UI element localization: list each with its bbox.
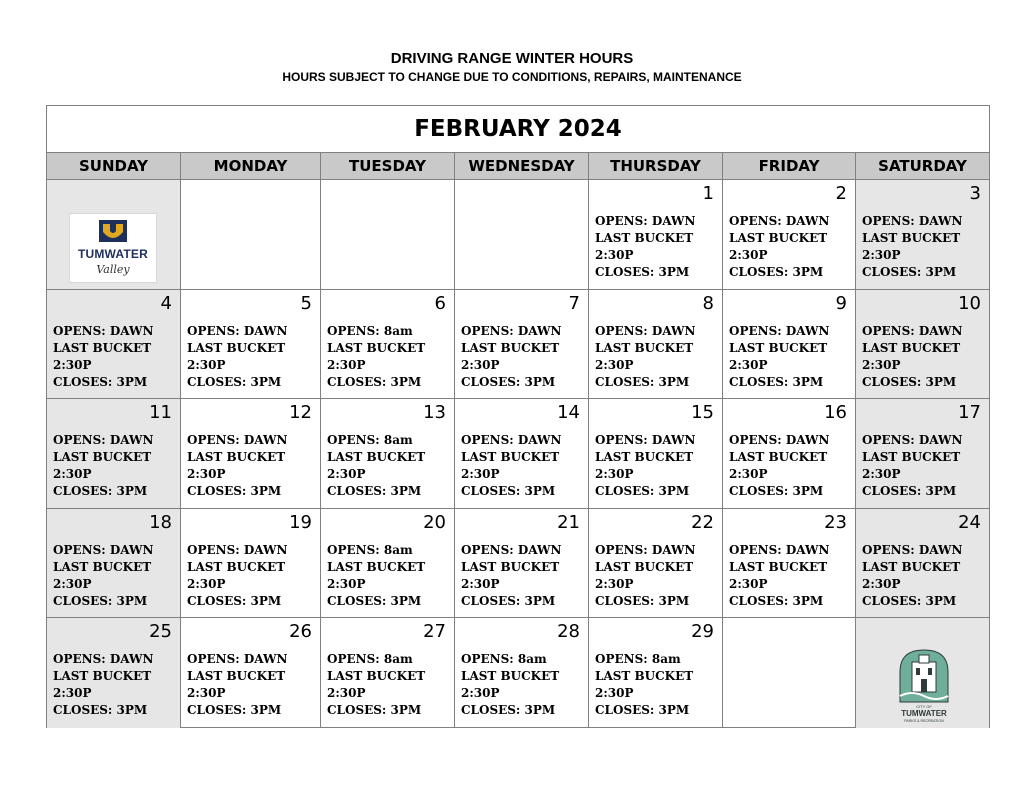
hours-info bbox=[187, 432, 287, 500]
hours-info bbox=[187, 542, 287, 610]
hours-info bbox=[53, 542, 153, 610]
day-number: 14 bbox=[557, 402, 580, 423]
day-cell-28 bbox=[455, 618, 589, 728]
hours-line: 2:30P bbox=[595, 686, 634, 700]
day-cell-12 bbox=[181, 399, 321, 509]
hours-line: CLOSES: 3PM bbox=[327, 484, 422, 498]
hours-line: CLOSES: 3PM bbox=[595, 484, 690, 498]
hours-line: LAST BUCKET bbox=[595, 450, 694, 464]
day-number: 2 bbox=[835, 183, 847, 204]
day-cell-16 bbox=[723, 399, 856, 509]
day-number: 28 bbox=[557, 621, 580, 642]
hours-line: 2:30P bbox=[461, 467, 500, 481]
hours-line: OPENS: DAWN bbox=[595, 214, 696, 228]
day-number: 7 bbox=[568, 293, 580, 314]
weekday-header-wednesday: WEDNESDAY bbox=[455, 153, 589, 180]
hours-line: OPENS: DAWN bbox=[862, 543, 963, 557]
hours-info bbox=[187, 323, 287, 391]
hours-info bbox=[595, 542, 695, 610]
hours-line: OPENS: DAWN bbox=[53, 433, 154, 447]
tumwater-valley-mark-icon bbox=[99, 220, 127, 242]
hours-line: CLOSES: 3PM bbox=[461, 484, 556, 498]
svg-text:CITY OF: CITY OF bbox=[916, 704, 932, 709]
day-cell-23 bbox=[723, 509, 856, 618]
weekday-header-sunday: SUNDAY bbox=[47, 153, 181, 180]
hours-info bbox=[327, 651, 425, 719]
hours-info bbox=[862, 213, 962, 281]
hours-info bbox=[729, 432, 829, 500]
day-number: 10 bbox=[958, 293, 981, 314]
hours-info bbox=[461, 323, 561, 391]
hours-line: LAST BUCKET bbox=[729, 231, 828, 245]
day-cell-2 bbox=[723, 180, 856, 290]
day-cell-15 bbox=[589, 399, 723, 509]
hours-line: 2:30P bbox=[729, 248, 768, 262]
hours-line: LAST BUCKET bbox=[729, 341, 828, 355]
hours-line: 2:30P bbox=[187, 686, 226, 700]
hours-line: LAST BUCKET bbox=[461, 341, 560, 355]
hours-info bbox=[53, 432, 153, 500]
hours-line: LAST BUCKET bbox=[461, 560, 560, 574]
empty-day-cell bbox=[321, 180, 455, 290]
hours-line: LAST BUCKET bbox=[187, 450, 286, 464]
hours-line: 2:30P bbox=[862, 467, 901, 481]
day-number: 15 bbox=[691, 402, 714, 423]
hours-info bbox=[595, 213, 695, 281]
valley-script-text: Valley bbox=[96, 263, 130, 276]
hours-line: OPENS: DAWN bbox=[595, 433, 696, 447]
hours-line: LAST BUCKET bbox=[327, 341, 426, 355]
hours-line: 2:30P bbox=[595, 577, 634, 591]
hours-line: CLOSES: 3PM bbox=[461, 375, 556, 389]
hours-line: OPENS: DAWN bbox=[729, 433, 830, 447]
hours-line: LAST BUCKET bbox=[595, 560, 694, 574]
hours-line: LAST BUCKET bbox=[53, 669, 152, 683]
day-number: 26 bbox=[289, 621, 312, 642]
weekday-header-friday: FRIDAY bbox=[723, 153, 856, 180]
hours-info bbox=[53, 651, 153, 719]
hours-line: 2:30P bbox=[327, 686, 366, 700]
hours-line: CLOSES: 3PM bbox=[729, 594, 824, 608]
hours-line: 2:30P bbox=[53, 358, 92, 372]
hours-line: OPENS: DAWN bbox=[53, 543, 154, 557]
tumwater-valley-logo bbox=[69, 213, 157, 283]
hours-line: 2:30P bbox=[187, 358, 226, 372]
day-cell-14 bbox=[455, 399, 589, 509]
day-number: 5 bbox=[300, 293, 312, 314]
svg-text:PARKS & RECREATION: PARKS & RECREATION bbox=[904, 719, 944, 723]
svg-text:TUMWATER: TUMWATER bbox=[901, 709, 947, 718]
calendar bbox=[46, 105, 990, 728]
hours-line: OPENS: DAWN bbox=[461, 324, 562, 338]
hours-line: CLOSES: 3PM bbox=[187, 594, 282, 608]
day-number: 20 bbox=[423, 512, 446, 533]
hours-line: 2:30P bbox=[729, 577, 768, 591]
hours-line: OPENS: DAWN bbox=[461, 433, 562, 447]
day-number: 3 bbox=[969, 183, 981, 204]
day-number: 9 bbox=[835, 293, 847, 314]
day-number: 24 bbox=[958, 512, 981, 533]
hours-line: LAST BUCKET bbox=[862, 450, 961, 464]
day-number: 4 bbox=[160, 293, 172, 314]
hours-line: CLOSES: 3PM bbox=[461, 703, 556, 717]
day-number: 6 bbox=[434, 293, 446, 314]
hours-line: CLOSES: 3PM bbox=[327, 375, 422, 389]
day-cell-27 bbox=[321, 618, 455, 728]
day-number: 27 bbox=[423, 621, 446, 642]
empty-day-cell bbox=[455, 180, 589, 290]
hours-line: OPENS: 8am bbox=[461, 652, 547, 666]
hours-line: LAST BUCKET bbox=[53, 341, 152, 355]
hours-info bbox=[595, 432, 695, 500]
day-number: 16 bbox=[824, 402, 847, 423]
hours-info bbox=[595, 651, 693, 719]
day-number: 8 bbox=[702, 293, 714, 314]
hours-line: CLOSES: 3PM bbox=[729, 484, 824, 498]
hours-line: CLOSES: 3PM bbox=[327, 594, 422, 608]
hours-line: OPENS: DAWN bbox=[461, 543, 562, 557]
hours-line: 2:30P bbox=[327, 467, 366, 481]
hours-line: OPENS: DAWN bbox=[187, 652, 288, 666]
day-cell-1 bbox=[589, 180, 723, 290]
city-of-tumwater-emblem-icon bbox=[896, 648, 952, 728]
hours-line: CLOSES: 3PM bbox=[862, 594, 957, 608]
day-number: 13 bbox=[423, 402, 446, 423]
hours-line: LAST BUCKET bbox=[187, 560, 286, 574]
hours-line: OPENS: DAWN bbox=[53, 652, 154, 666]
day-number: 29 bbox=[691, 621, 714, 642]
hours-info bbox=[327, 323, 425, 391]
hours-info bbox=[461, 432, 561, 500]
hours-line: OPENS: 8am bbox=[595, 652, 681, 666]
hours-line: OPENS: DAWN bbox=[729, 543, 830, 557]
tumwater-wordmark: TUMWATER bbox=[77, 247, 149, 261]
hours-line: LAST BUCKET bbox=[53, 450, 152, 464]
hours-info bbox=[862, 542, 962, 610]
hours-line: OPENS: 8am bbox=[327, 543, 413, 557]
hours-line: 2:30P bbox=[862, 248, 901, 262]
hours-line: OPENS: DAWN bbox=[862, 324, 963, 338]
day-number: 21 bbox=[557, 512, 580, 533]
hours-info bbox=[53, 323, 153, 391]
day-number: 11 bbox=[149, 402, 172, 423]
hours-line: OPENS: DAWN bbox=[187, 324, 288, 338]
hours-line: LAST BUCKET bbox=[187, 341, 286, 355]
hours-line: CLOSES: 3PM bbox=[729, 265, 824, 279]
hours-line: LAST BUCKET bbox=[862, 341, 961, 355]
day-cell-4 bbox=[47, 290, 181, 399]
weekday-header-tuesday: TUESDAY bbox=[321, 153, 455, 180]
hours-line: CLOSES: 3PM bbox=[862, 484, 957, 498]
hours-line: CLOSES: 3PM bbox=[187, 484, 282, 498]
hours-line: LAST BUCKET bbox=[53, 560, 152, 574]
day-cell-3 bbox=[856, 180, 989, 290]
day-cell-19 bbox=[181, 509, 321, 618]
day-number: 18 bbox=[149, 512, 172, 533]
empty-day-cell bbox=[47, 180, 181, 290]
hours-line: 2:30P bbox=[595, 358, 634, 372]
hours-line: 2:30P bbox=[862, 577, 901, 591]
day-number: 22 bbox=[691, 512, 714, 533]
day-cell-26 bbox=[181, 618, 321, 728]
hours-info bbox=[327, 542, 425, 610]
hours-line: OPENS: DAWN bbox=[595, 543, 696, 557]
hours-line: LAST BUCKET bbox=[187, 669, 286, 683]
day-cell-29 bbox=[589, 618, 723, 728]
hours-info bbox=[187, 651, 287, 719]
hours-line: LAST BUCKET bbox=[327, 669, 426, 683]
weekday-header-monday: MONDAY bbox=[181, 153, 321, 180]
day-cell-10 bbox=[856, 290, 989, 399]
day-cell-24 bbox=[856, 509, 989, 618]
empty-day-cell bbox=[181, 180, 321, 290]
hours-line: LAST BUCKET bbox=[729, 560, 828, 574]
hours-line: CLOSES: 3PM bbox=[53, 594, 148, 608]
hours-line: CLOSES: 3PM bbox=[729, 375, 824, 389]
hours-line: 2:30P bbox=[461, 686, 500, 700]
day-number: 19 bbox=[289, 512, 312, 533]
hours-line: CLOSES: 3PM bbox=[595, 265, 690, 279]
hours-line: CLOSES: 3PM bbox=[595, 703, 690, 717]
hours-line: CLOSES: 3PM bbox=[862, 375, 957, 389]
hours-line: 2:30P bbox=[187, 577, 226, 591]
hours-line: OPENS: DAWN bbox=[862, 433, 963, 447]
day-cell-6 bbox=[321, 290, 455, 399]
hours-info bbox=[595, 323, 695, 391]
day-cell-20 bbox=[321, 509, 455, 618]
hours-line: CLOSES: 3PM bbox=[862, 265, 957, 279]
hours-line: 2:30P bbox=[53, 686, 92, 700]
hours-line: 2:30P bbox=[53, 577, 92, 591]
day-cell-18 bbox=[47, 509, 181, 618]
hours-info bbox=[729, 213, 829, 281]
city-of-tumwater-logo bbox=[896, 648, 952, 728]
hours-line: OPENS: 8am bbox=[327, 652, 413, 666]
page-subtitle: HOURS SUBJECT TO CHANGE DUE TO CONDITIONS, REPAIRS, MAINTENANCE bbox=[282, 70, 742, 84]
hours-line: 2:30P bbox=[595, 467, 634, 481]
hours-line: CLOSES: 3PM bbox=[327, 703, 422, 717]
hours-info bbox=[461, 542, 561, 610]
weekday-header-thursday: THURSDAY bbox=[589, 153, 723, 180]
hours-line: 2:30P bbox=[53, 467, 92, 481]
hours-line: LAST BUCKET bbox=[461, 669, 560, 683]
hours-line: 2:30P bbox=[729, 467, 768, 481]
day-number: 1 bbox=[702, 183, 714, 204]
hours-line: OPENS: 8am bbox=[327, 433, 413, 447]
hours-line: CLOSES: 3PM bbox=[461, 594, 556, 608]
hours-line: 2:30P bbox=[862, 358, 901, 372]
day-number: 23 bbox=[824, 512, 847, 533]
hours-info bbox=[729, 542, 829, 610]
hours-info bbox=[729, 323, 829, 391]
hours-line: CLOSES: 3PM bbox=[53, 484, 148, 498]
day-cell-8 bbox=[589, 290, 723, 399]
hours-line: LAST BUCKET bbox=[595, 341, 694, 355]
hours-line: LAST BUCKET bbox=[327, 450, 426, 464]
hours-line: 2:30P bbox=[461, 577, 500, 591]
day-number: 17 bbox=[958, 402, 981, 423]
day-cell-13 bbox=[321, 399, 455, 509]
empty-day-cell bbox=[856, 618, 989, 728]
hours-line: LAST BUCKET bbox=[327, 560, 426, 574]
hours-line: OPENS: DAWN bbox=[595, 324, 696, 338]
hours-info bbox=[862, 323, 962, 391]
hours-line: CLOSES: 3PM bbox=[53, 375, 148, 389]
hours-line: CLOSES: 3PM bbox=[595, 375, 690, 389]
hours-line: CLOSES: 3PM bbox=[187, 703, 282, 717]
hours-line: LAST BUCKET bbox=[595, 231, 694, 245]
day-cell-7 bbox=[455, 290, 589, 399]
empty-day-cell bbox=[723, 618, 856, 728]
hours-line: LAST BUCKET bbox=[595, 669, 694, 683]
hours-line: LAST BUCKET bbox=[729, 450, 828, 464]
hours-info bbox=[327, 432, 425, 500]
hours-line: OPENS: DAWN bbox=[187, 433, 288, 447]
day-cell-22 bbox=[589, 509, 723, 618]
weekday-header-saturday: SATURDAY bbox=[856, 153, 989, 180]
hours-line: OPENS: DAWN bbox=[862, 214, 963, 228]
hours-line: 2:30P bbox=[327, 358, 366, 372]
month-title: FEBRUARY 2024 bbox=[47, 106, 989, 153]
day-cell-9 bbox=[723, 290, 856, 399]
hours-line: OPENS: DAWN bbox=[729, 324, 830, 338]
day-number: 25 bbox=[149, 621, 172, 642]
page-title: DRIVING RANGE WINTER HOURS bbox=[390, 50, 634, 67]
hours-line: OPENS: DAWN bbox=[187, 543, 288, 557]
hours-line: 2:30P bbox=[729, 358, 768, 372]
hours-line: CLOSES: 3PM bbox=[53, 703, 148, 717]
hours-line: LAST BUCKET bbox=[461, 450, 560, 464]
hours-line: 2:30P bbox=[327, 577, 366, 591]
hours-line: OPENS: DAWN bbox=[53, 324, 154, 338]
day-number: 12 bbox=[289, 402, 312, 423]
hours-line: 2:30P bbox=[187, 467, 226, 481]
day-cell-5 bbox=[181, 290, 321, 399]
hours-info bbox=[862, 432, 962, 500]
hours-line: CLOSES: 3PM bbox=[187, 375, 282, 389]
day-cell-21 bbox=[455, 509, 589, 618]
day-cell-25 bbox=[47, 618, 181, 728]
hours-info bbox=[461, 651, 559, 719]
hours-line: 2:30P bbox=[461, 358, 500, 372]
day-cell-17 bbox=[856, 399, 989, 509]
hours-line: OPENS: 8am bbox=[327, 324, 413, 338]
hours-line: OPENS: DAWN bbox=[729, 214, 830, 228]
hours-line: CLOSES: 3PM bbox=[595, 594, 690, 608]
hours-line: LAST BUCKET bbox=[862, 560, 961, 574]
hours-line: LAST BUCKET bbox=[862, 231, 961, 245]
day-cell-11 bbox=[47, 399, 181, 509]
hours-line: 2:30P bbox=[595, 248, 634, 262]
